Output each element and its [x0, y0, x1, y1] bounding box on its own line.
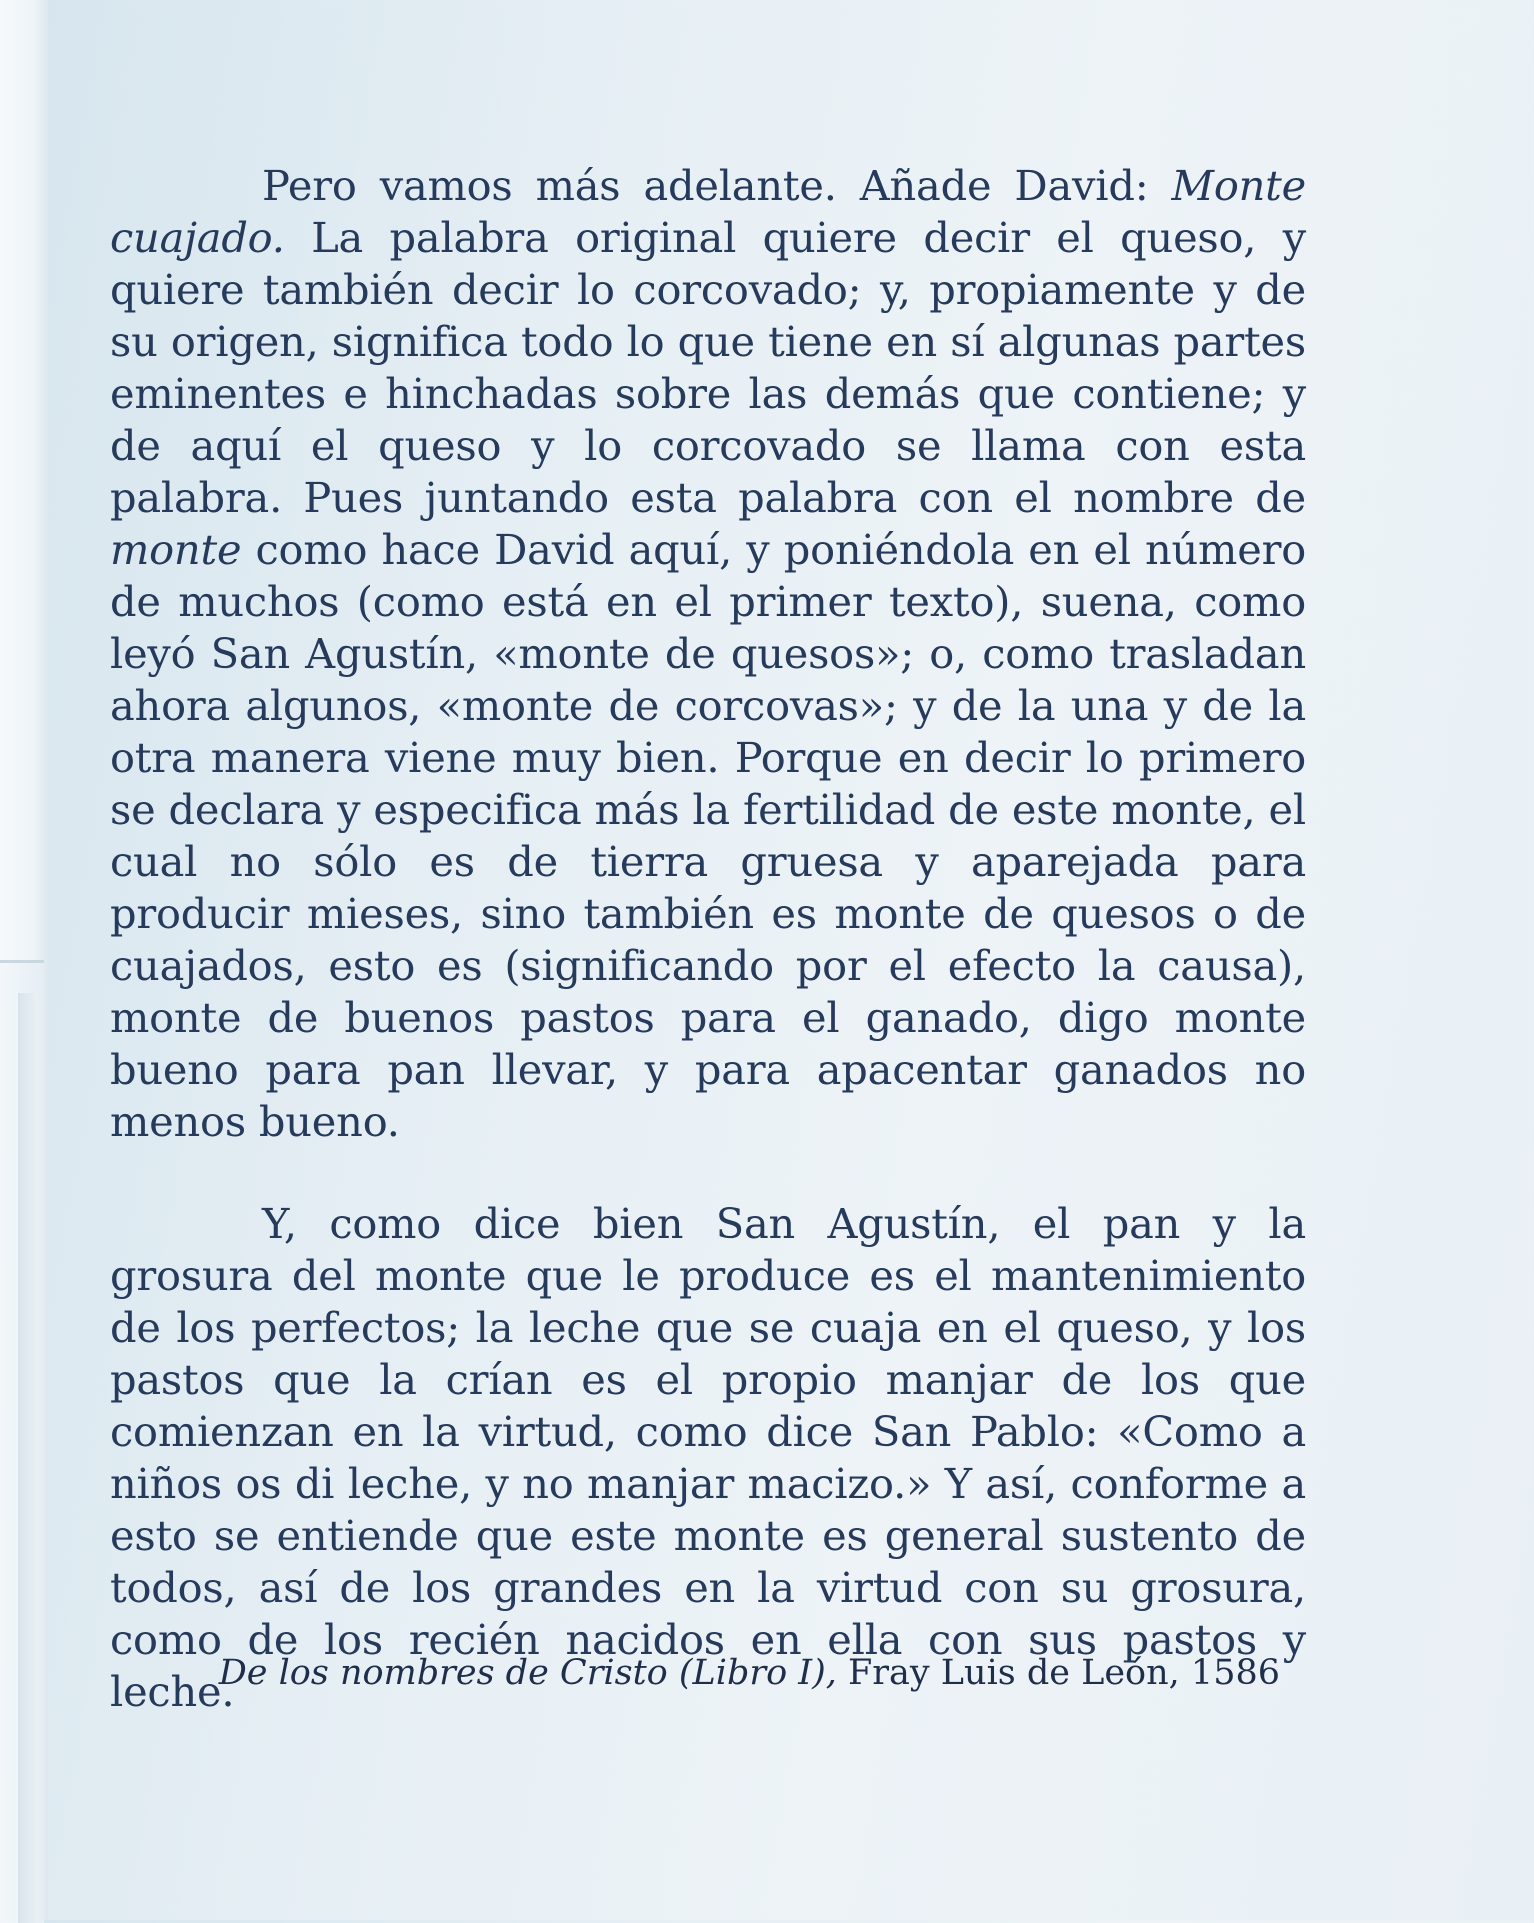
wall-text-panel — [110, 160, 1306, 1718]
paragraph-1-lead: Pero vamos más adelante. Añade David: — [262, 161, 1172, 210]
paragraph-1-part-b: como hace David aquí, y poniéndola en el número de muchos (como está en el primer texto), suena, como leyó San Agustín, «monte de quesos»; o, como trasladan ahora algunos, «monte de corcovas»; y de la una y de la otra manera viene muy bien. Porque en decir lo primero se declara y especifica más la fertilidad de este monte, el cual no sólo es de tierra gruesa y aparejada para producir mieses, sino también es monte de quesos o de cuajados, esto es (significando por el efecto la causa), monte de buenos pastos para el ganado, digo monte bueno para pan llevar, y para apacentar ganados no menos bueno. — [110, 525, 1306, 1146]
paragraph-2 — [110, 1198, 1306, 1718]
citation-work-title: De los nombres de Cristo (Libro I), — [218, 1653, 837, 1693]
paragraph-2-text: Y, como dice bien San Agustín, el pan y la grosura del monte que le produce es el mantenimiento de los perfectos; la leche que se cuaja en el queso, y los pastos que la crían es el propio manjar de los que comienzan en la virtud, como dice San Pablo: «Como a niños os di leche, y no manjar macizo.» Y así, conforme a esto se entiende que este monte es general sustento de todos, así de los grandes en la virtud con su grosura, como de los recién nacidos en ella con sus pastos y leche. — [110, 1199, 1306, 1716]
paragraph-1-lead-italic: Monte cuajado. — [110, 161, 1306, 262]
paragraph-1-italic-word: monte — [110, 525, 242, 574]
wall-corner-frame — [0, 960, 44, 1923]
paragraph-1 — [110, 160, 1306, 1148]
citation — [110, 1650, 1280, 1696]
paragraph-1-part-a: La palabra original quiere decir el queso, y quiere también decir lo corcovado; y, propiamente y de su origen, significa todo lo que tiene en sí algunas partes eminentes e hinchadas sobre las demás que contiene; y de aquí el queso y lo corcovado se llama con esta palabra. Pues juntando esta palabra con el nombre de — [110, 213, 1306, 522]
citation-author-year: Fray Luis de León, 1586 — [836, 1653, 1280, 1693]
